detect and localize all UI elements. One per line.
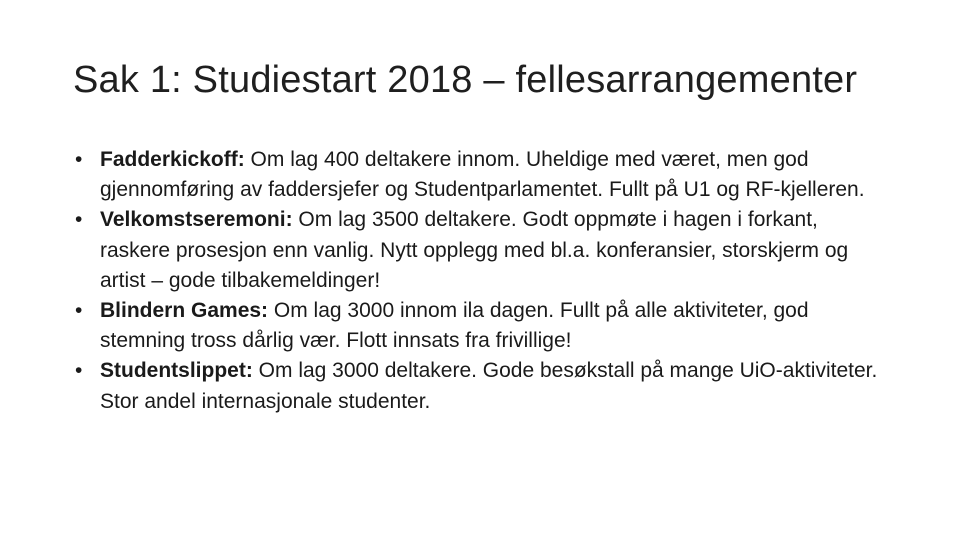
slide-title: Sak 1: Studiestart 2018 – fellesarrangementer <box>73 59 858 101</box>
bullet-marker: • <box>75 299 83 323</box>
bullet-text: Om lag 3000 innom ila dagen. Fullt på alle aktiviteter, god stemning tross dårlig vær. Flott innsats fra frivillige! <box>100 299 809 353</box>
bullet-item-velkomstseremoni <box>73 205 888 296</box>
bullet-item-blindern-games <box>73 296 888 356</box>
bullet-heading: Blindern Games: <box>100 299 269 323</box>
bullet-item-fadderkickoff <box>73 145 888 205</box>
bullet-marker: • <box>75 148 83 171</box>
bullet-list <box>73 145 888 417</box>
bullet-marker: • <box>75 359 83 383</box>
bullet-heading: Fadderkickoff: <box>100 148 245 171</box>
bullet-item-studentslippet <box>73 356 888 416</box>
bullet-text: Om lag 400 deltakere innom. Uheldige med været, men god gjennomføring av faddersjefer og Studentparlamentet. Fullt på U1 og RF-kjelleren. <box>100 148 865 202</box>
bullet-text: Om lag 3500 deltakere. Godt oppmøte i hagen i forkant, raskere prosesjon enn vanlig. Nytt opplegg med bl.a. konferansier, storskjerm og artist – gode tilbakemeldinger! <box>100 208 849 292</box>
bullet-text: Om lag 3000 deltakere. Gode besøkstall på mange UiO-aktiviteter. Stor andel internasjonale studenter. <box>100 359 878 413</box>
bullet-marker: • <box>75 208 83 232</box>
bullet-heading: Velkomstseremoni: <box>100 208 293 232</box>
bullet-heading: Studentslippet: <box>100 359 253 383</box>
